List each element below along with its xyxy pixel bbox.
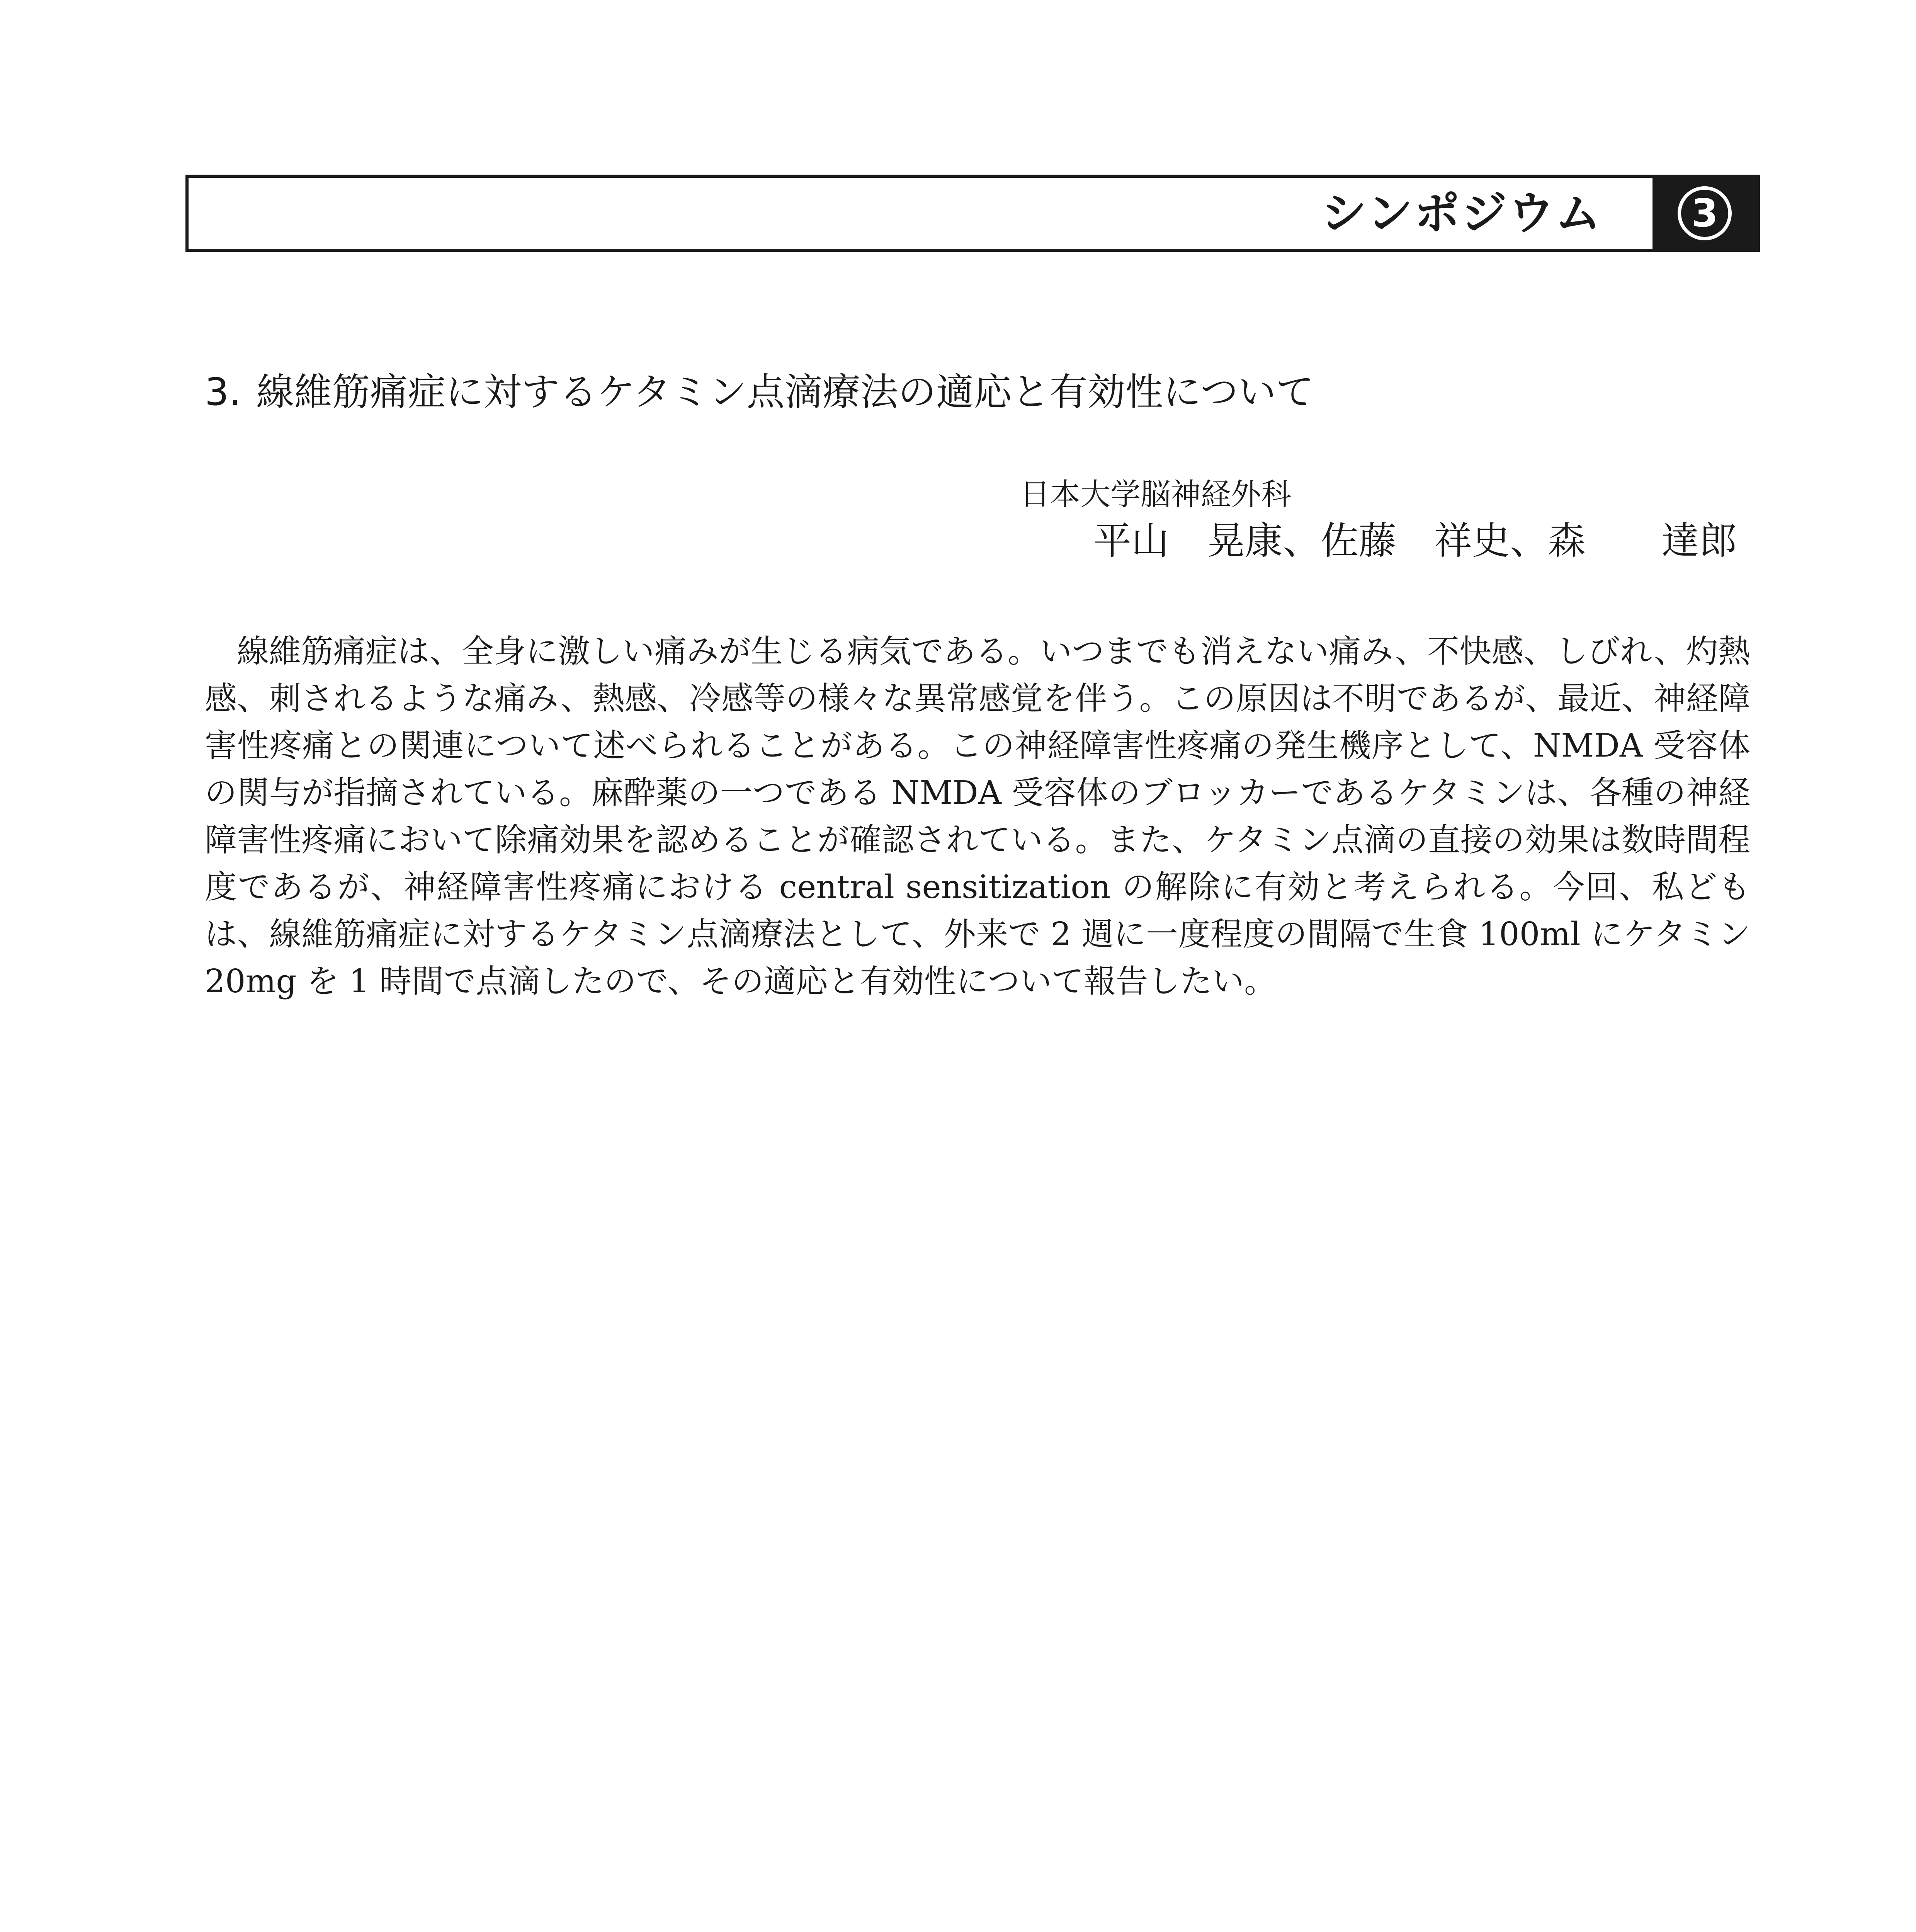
section-badge — [1652, 178, 1757, 249]
article-number: 3. — [205, 370, 241, 414]
section-header — [185, 175, 1760, 252]
abstract-body: 線維筋痛症は、全身に激しい痛みが生じる病気である。いつまでも消えない痛み、不快感、しびれ、灼熱感、刺されるような痛み、熱感、冷感等の様々な異常感覚を伴う。この原因は不明であるが、最近、神経障害性疼痛との関連について述べられることがある。この神経障害性疼痛の発生機序として、NMDA 受容体の関与が指摘されている。麻酔薬の一つである NMDA 受容体のブロッカーであるケタミンは、各種の神経障害性疼痛において除痛効果を認めることが確認されている。また、ケタミン点滴の直接の効果は数時間程度であるが、神経障害性疼痛における central sensitization の解除に有効と考えられる。今回、私どもは、線維筋痛症に対するケタミン点滴療法として、外来で 2 週に一度程度の間隔で生食 100ml にケタミン 20mg を 1 時間で点滴したので、その適応と有効性について報告したい。 — [205, 633, 1750, 1000]
affiliation: 日本大学脳神経外科 — [1020, 477, 1292, 512]
authors: 平山 晃康、佐藤 祥史、森 達郎 — [1093, 519, 1737, 563]
article-title-text: 線維筋痛症に対するケタミン点滴療法の適応と有効性について — [256, 370, 1314, 414]
section-title: シンポジウム — [1321, 187, 1602, 240]
article-title — [205, 367, 1712, 417]
section-number-badge: 3 — [1678, 186, 1732, 240]
